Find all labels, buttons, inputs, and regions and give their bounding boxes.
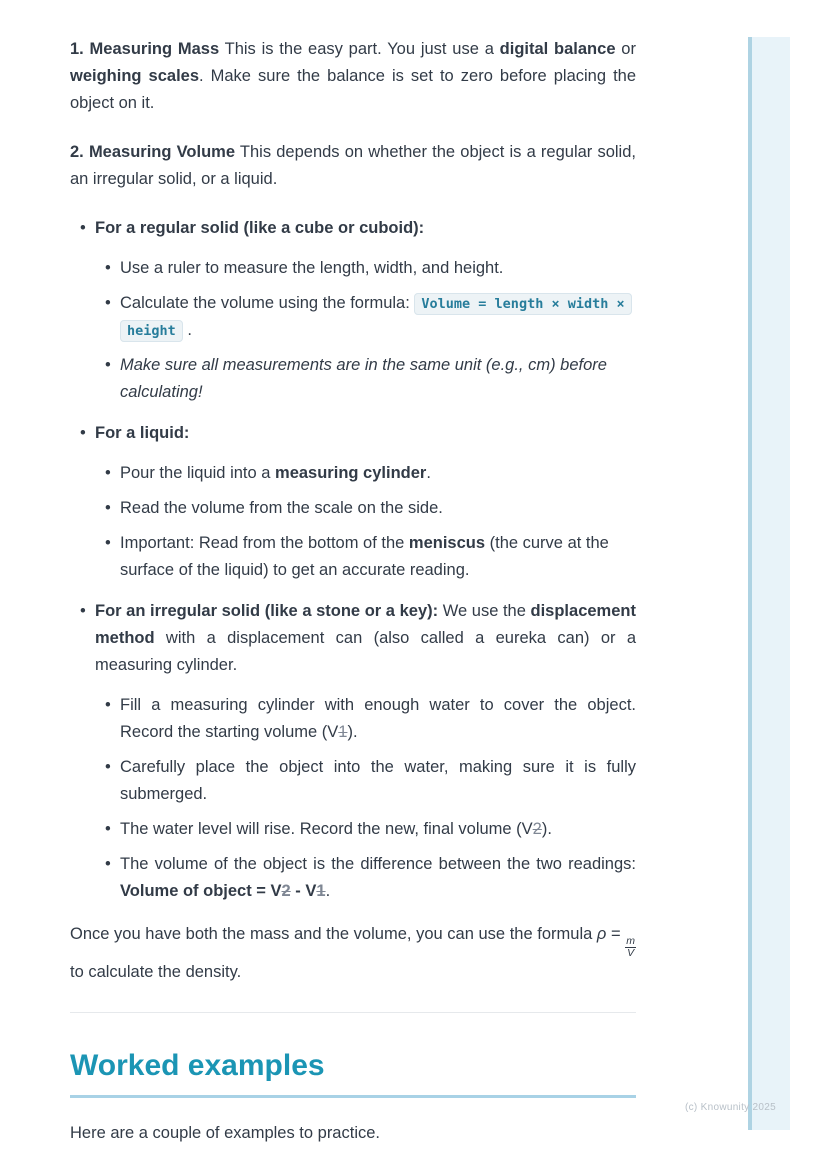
body-text: . bbox=[426, 464, 431, 482]
body-text: or bbox=[615, 40, 636, 58]
section-heading-worked-examples: Worked examples bbox=[70, 1049, 636, 1098]
paragraph-measuring-volume bbox=[70, 139, 636, 193]
bold-text: For a liquid: bbox=[95, 424, 190, 442]
body-text: Important: Read from the bottom of the bbox=[120, 534, 409, 552]
body-text: Use a ruler to measure the length, width, and height. bbox=[120, 259, 504, 277]
document-content bbox=[70, 36, 636, 1147]
body-text: . Make sure the balance is set to zero before placing the object on it. bbox=[70, 67, 637, 112]
bold-text: measuring cylinder bbox=[275, 464, 427, 482]
body-text: This is the easy part. You just use a bbox=[219, 40, 500, 58]
section-divider bbox=[70, 1012, 636, 1013]
body-text: The water level will rise. Record the new, final volume (V bbox=[120, 820, 533, 838]
volume-methods-list bbox=[70, 215, 636, 905]
irregular-solid-sublist bbox=[95, 692, 636, 905]
bold-text: digital balance bbox=[499, 40, 616, 58]
copyright-watermark: (c) Knowunity 2025 bbox=[684, 1102, 776, 1113]
body-text: = bbox=[606, 925, 626, 943]
list-item bbox=[120, 692, 636, 746]
right-margin-highlight-bar bbox=[748, 37, 790, 1130]
list-item bbox=[120, 460, 636, 487]
fraction-m-over-v bbox=[625, 936, 636, 959]
body-text: Read the volume from the scale on the side. bbox=[120, 499, 443, 517]
body-text: . bbox=[182, 321, 192, 339]
body-text: . bbox=[325, 882, 331, 900]
regular-solid-sublist bbox=[95, 255, 636, 406]
bold-text: 1. Measuring Mass bbox=[70, 40, 220, 58]
list-item bbox=[120, 495, 636, 522]
italic-note: Make sure all measurements are in the same unit (e.g., cm) before calculating! bbox=[120, 356, 607, 401]
paragraph-measuring-mass bbox=[70, 36, 636, 117]
list-item bbox=[120, 851, 636, 905]
body-text: ). bbox=[541, 820, 552, 838]
subscript-strike-text: 1 bbox=[338, 723, 348, 741]
body-text: with a displacement can (also called a eureka can) or a measuring cylinder. bbox=[95, 629, 636, 674]
body-text: Calculate the volume using the formula: bbox=[120, 294, 415, 312]
bold-text: Volume of object = V bbox=[120, 882, 282, 900]
liquid-sublist bbox=[95, 460, 636, 584]
list-item bbox=[120, 290, 636, 344]
body-text: Pour the liquid into a bbox=[120, 464, 276, 482]
list-item bbox=[120, 754, 636, 808]
bold-text: For a regular solid (like a cube or cuboid): bbox=[95, 219, 425, 237]
fraction-denominator: V bbox=[627, 947, 635, 960]
bold-text: - V bbox=[290, 882, 317, 900]
body-text: to calculate the density. bbox=[70, 963, 242, 982]
bold-text bbox=[120, 882, 326, 900]
body-text: This depends on whether the object is a regular solid, an irregular solid, or a liquid. bbox=[70, 143, 636, 188]
inline-code-formula: Volume = length × width × height bbox=[120, 293, 632, 342]
body-text: ). bbox=[347, 723, 358, 741]
list-item-irregular-solid bbox=[95, 598, 636, 905]
body-text: (the curve at the surface of the liquid) to get an accurate reading. bbox=[120, 534, 609, 579]
subscript-strike-text: 2 bbox=[281, 882, 291, 900]
list-item bbox=[120, 255, 636, 282]
body-text: We use the bbox=[438, 602, 531, 620]
list-item bbox=[120, 816, 636, 843]
list-item-regular-solid bbox=[95, 215, 636, 406]
body-text: The volume of the object is the difference between the two readings: bbox=[120, 855, 636, 873]
body-text: Carefully place the object into the water, making sure it is fully submerged. bbox=[120, 758, 636, 803]
bold-text: displacement method bbox=[95, 602, 636, 647]
subscript-strike-text: 2 bbox=[532, 820, 542, 838]
body-text: Once you have both the mass and the volume, you can use the formula bbox=[70, 925, 597, 943]
paragraph-examples-intro: Here are a couple of examples to practice. bbox=[70, 1124, 380, 1143]
list-item-liquid bbox=[95, 420, 636, 584]
rho-symbol: ρ bbox=[596, 925, 607, 943]
list-item bbox=[120, 352, 636, 406]
paragraph-density-formula bbox=[70, 921, 636, 986]
list-item bbox=[120, 530, 636, 584]
bold-text: For an irregular solid (like a stone or a key): bbox=[95, 602, 439, 620]
fraction-numerator: m bbox=[626, 935, 635, 947]
subscript-strike-text: 1 bbox=[316, 882, 326, 900]
bold-text: weighing scales bbox=[70, 67, 200, 85]
bold-text: 2. Measuring Volume bbox=[70, 143, 236, 161]
body-text: Fill a measuring cylinder with enough water to cover the object. Record the starting volume (V bbox=[120, 696, 636, 741]
bold-text: meniscus bbox=[408, 534, 486, 552]
